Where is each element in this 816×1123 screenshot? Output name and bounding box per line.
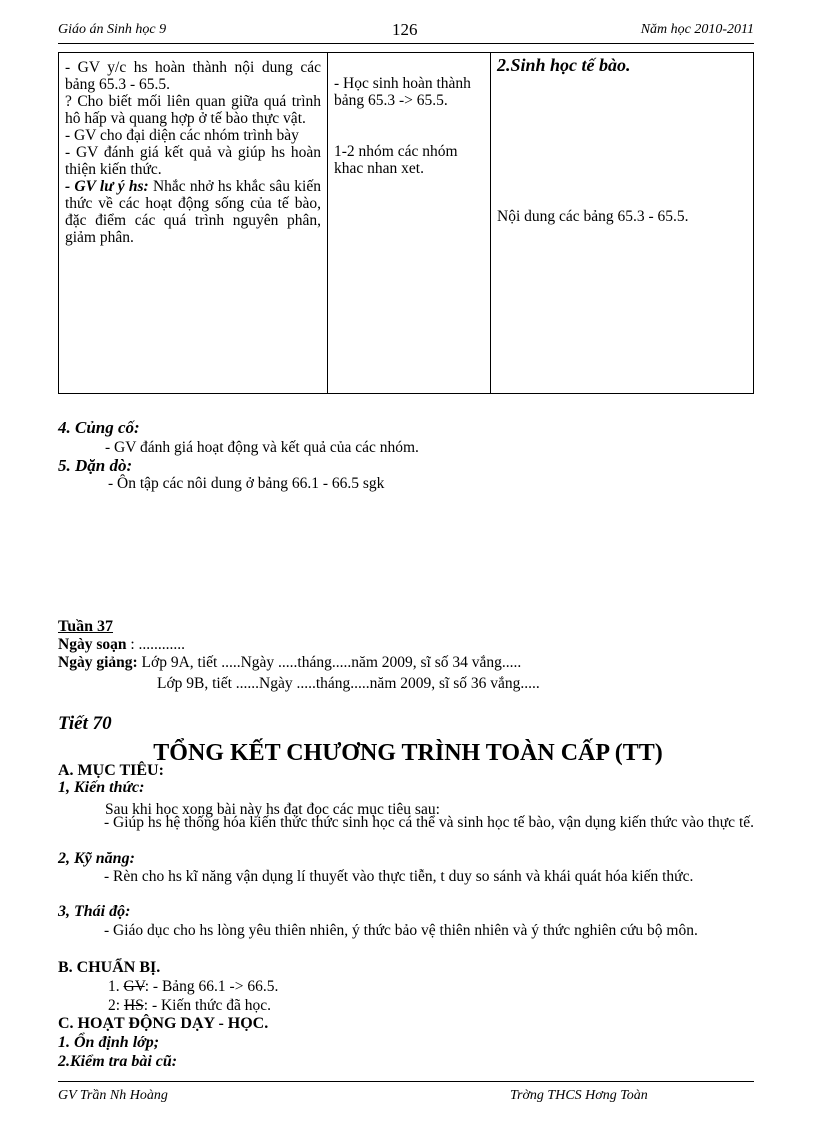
prep-item-student-label: HS — [123, 997, 144, 1014]
section-b-heading: B. CHUẨN BỊ. — [58, 959, 161, 976]
skills-heading: 2, Kỹ năng: — [58, 850, 135, 867]
teach-date-line1 — [58, 654, 521, 671]
prep-item-teacher-text: : - Bảng 66.1 -> 66.5. — [144, 978, 279, 995]
knowledge-heading: 1, Kiến thức: — [58, 779, 145, 796]
content-title: 2.Sinh học tế bào. — [497, 55, 631, 75]
teacher-line: ? Cho biết mối liên quan giữa quá trình hô hấp và quang hợp ở tế bào thực vật. — [65, 93, 321, 127]
knowledge-intro: Sau khi học xong bài này hs đạt đọc các mục tiêu sau: — [105, 801, 440, 818]
teacher-line: - GV cho đại diện các nhóm trình bày — [65, 127, 299, 144]
prep-item-student-text: : - Kiến thức đã học. — [143, 997, 271, 1014]
footer-left: GV Trần Nh Hoàng — [58, 1088, 168, 1103]
teacher-note-label: - GV lư ý hs: — [65, 178, 149, 195]
student-activity-cell — [328, 53, 491, 394]
content-cell — [491, 53, 754, 394]
footer-right: Trờng THCS Hơng Toàn — [510, 1088, 648, 1103]
prep-item-teacher-label: GV — [123, 978, 145, 995]
header-left: Giáo án Sinh học 9 — [58, 22, 167, 37]
homework-heading: 5. Dặn dò: — [58, 456, 133, 475]
student-line-b: 1-2 nhóm các nhóm khac nhan xet. — [334, 143, 458, 177]
student-line-a: - Học sinh hoàn thành bảng 65.3 -> 65.5. — [334, 75, 471, 109]
prep-value: : ............ — [126, 636, 186, 653]
content-text: Nội dung các bảng 65.3 - 65.5. — [497, 208, 689, 225]
activity-table — [58, 52, 754, 394]
lesson-title: TỔNG KẾT CHƯƠNG TRÌNH TOÀN CẤP (TT) — [153, 740, 663, 766]
teacher-line: - GV đánh giá kết quả và giúp hs hoàn thiện kiến thức. — [65, 144, 321, 178]
lesson-number: Tiết 70 — [58, 713, 112, 734]
header-right: Năm học 2010-2011 — [640, 22, 754, 37]
prep-item-student-num: 2: — [108, 997, 124, 1014]
attitude-text: - Giáo dục cho hs lòng yêu thiên nhiên, ý thức bảo vệ thiên nhiên và ý thức nghiên cứu bộ môn. — [104, 922, 698, 939]
week-label: Tuần 37 — [58, 618, 113, 635]
class-order-heading: 1. Ổn định lớp; — [58, 1034, 160, 1051]
skills-text: - Rèn cho hs kĩ năng vận dụng lí thuyết vào thực tiễn, t duy so sánh và khái quát hóa kiến thức. — [104, 868, 694, 885]
review-heading: 2.Kiểm tra bài cũ: — [58, 1053, 178, 1070]
knowledge-text: - Giúp hs hệ thống hóa kiến thức thức sinh học cá thể và sinh học tế bào, vận dụng kiến thức vào thực tế. — [104, 814, 755, 831]
teacher-note — [65, 178, 321, 246]
section-a-heading: A. MỤC TIÊU: — [58, 762, 164, 779]
teach-line1: Lớp 9A, tiết .....Ngày .....tháng.....năm 2009, sĩ số 34 vắng..... — [137, 654, 522, 671]
teacher-activity-cell — [59, 53, 328, 394]
teacher-line: - GV y/c hs hoàn thành nội dung các bảng 65.3 - 65.5. — [65, 59, 321, 93]
header-rule — [58, 43, 754, 44]
teacher-note-text: Nhắc nhở hs khắc sâu kiến thức về các hoạt động sống của tế bào, đặc điểm các quá trình nguyên phân, giảm phân. — [65, 178, 321, 246]
prep-item-teacher — [108, 978, 278, 995]
homework-item: - Ôn tập các nôi dung ở bảng 66.1 - 66.5 sgk — [108, 475, 385, 492]
prep-item-student — [108, 997, 271, 1014]
consolidation-item: - GV đánh giá hoạt động và kết quả của các nhóm. — [105, 439, 419, 456]
footer-rule — [58, 1081, 754, 1082]
consolidation-heading: 4. Củng cố: — [58, 418, 140, 437]
section-c-heading: C. HOẠT ĐỘNG DẠY - HỌC. — [58, 1015, 269, 1032]
attitude-heading: 3, Thái độ: — [58, 903, 131, 920]
prep-item-teacher-num: 1. — [108, 978, 124, 995]
page-number: 126 — [392, 20, 418, 39]
teach-line2: Lớp 9B, tiết ......Ngày .....tháng.....năm 2009, sĩ số 36 vắng..... — [157, 675, 540, 692]
prep-date — [58, 636, 185, 653]
teach-label: Ngày giảng: — [58, 654, 138, 671]
prep-label: Ngày soạn — [58, 636, 127, 653]
